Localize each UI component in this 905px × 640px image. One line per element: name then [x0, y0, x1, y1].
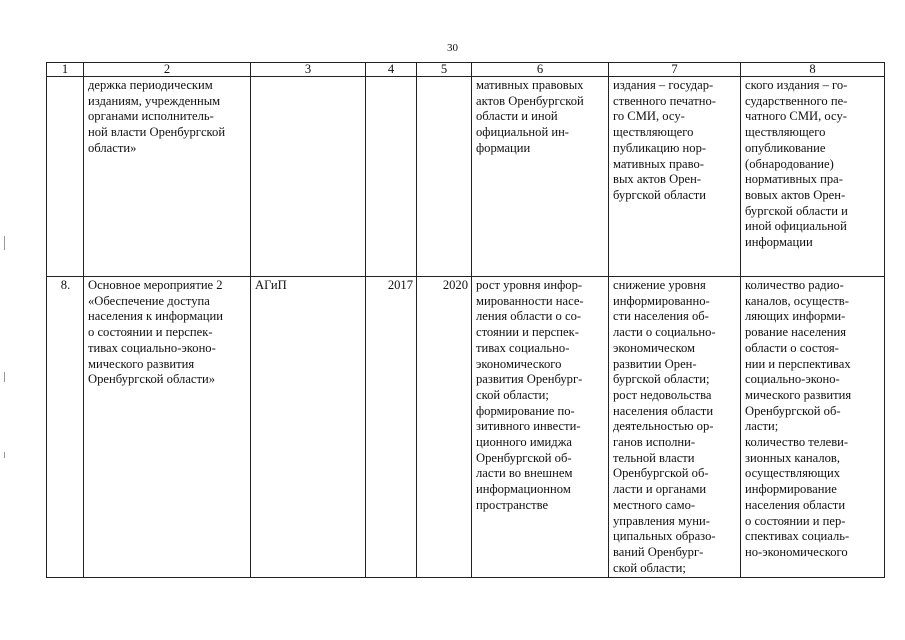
scan-margin-mark [4, 236, 5, 250]
table-row [47, 277, 885, 578]
expected-result-cell: мативных правовых актов Оренбургской области и иной официальной ин- формации [472, 77, 609, 277]
column-header-5: 5 [417, 63, 472, 77]
column-header-2: 2 [84, 63, 251, 77]
row-number-cell: 8. [47, 277, 84, 578]
indicators-cell: ского издания – го- сударственного пе- чатного СМИ, осу- ществляющего опубликование (обнародование) нормативных пра- вовых актов Орен- бургской области и иной официальной информации [741, 77, 885, 277]
indicators-cell: количество радио- каналов, осуществ- ляющих информи- рование населения области о состоя- нии и перспективах социально-эконо- мического развития Оренбургской об- ласти; количество телеви- зионных каналов, осуществляющих информирование населения области о состоянии и пер- спективах социаль- но-экономического [741, 277, 885, 578]
table-row [47, 77, 885, 277]
scan-margin-mark [4, 452, 5, 458]
consequences-cell: снижение уровня информированно- сти населения об- ласти о социально- экономическом развитии Орен- бургской области; рост недовольства населения области деятельностью ор- ганов исполни- тельной власти Оренбургской об- ласти и органами местного само- управления муни- ципальных образо- ваний Оренбург- ской области; [609, 277, 741, 578]
executor-cell: АГиП [251, 277, 366, 578]
column-header-1: 1 [47, 63, 84, 77]
column-header-3: 3 [251, 63, 366, 77]
measure-cell: Основное мероприятие 2 «Обеспечение доступа населения к информации о состоянии и перспек- тивах социально-эконо- мического развития Оренбургской области» [84, 277, 251, 578]
column-header-7: 7 [609, 63, 741, 77]
end-year-cell: 2020 [417, 277, 472, 578]
measure-cell: держка периодическим изданиям, учрежденным органами исполнитель- ной власти Оренбургской области» [84, 77, 251, 277]
executor-cell [251, 77, 366, 277]
consequences-cell: издания – государ- ственного печатно- го СМИ, осу- ществляющего публикацию нор- мативных право- вых актов Орен- бургской области [609, 77, 741, 277]
row-number-cell [47, 77, 84, 277]
column-header-6: 6 [472, 63, 609, 77]
expected-result-cell: рост уровня инфор- мированности насе- ления области о со- стоянии и перспек- тивах социально- экономического развития Оренбург- ской области; формирование по- зитивного инвести- ционного имиджа Оренбургской об- ласти во внешнем информационном пространстве [472, 277, 609, 578]
end-year-cell [417, 77, 472, 277]
column-header-8: 8 [741, 63, 885, 77]
scan-margin-mark [4, 372, 5, 382]
document-table [46, 62, 885, 578]
start-year-cell [366, 77, 417, 277]
column-header-4: 4 [366, 63, 417, 77]
page-number: 30 [447, 42, 458, 54]
header-row [47, 63, 885, 77]
start-year-cell: 2017 [366, 277, 417, 578]
